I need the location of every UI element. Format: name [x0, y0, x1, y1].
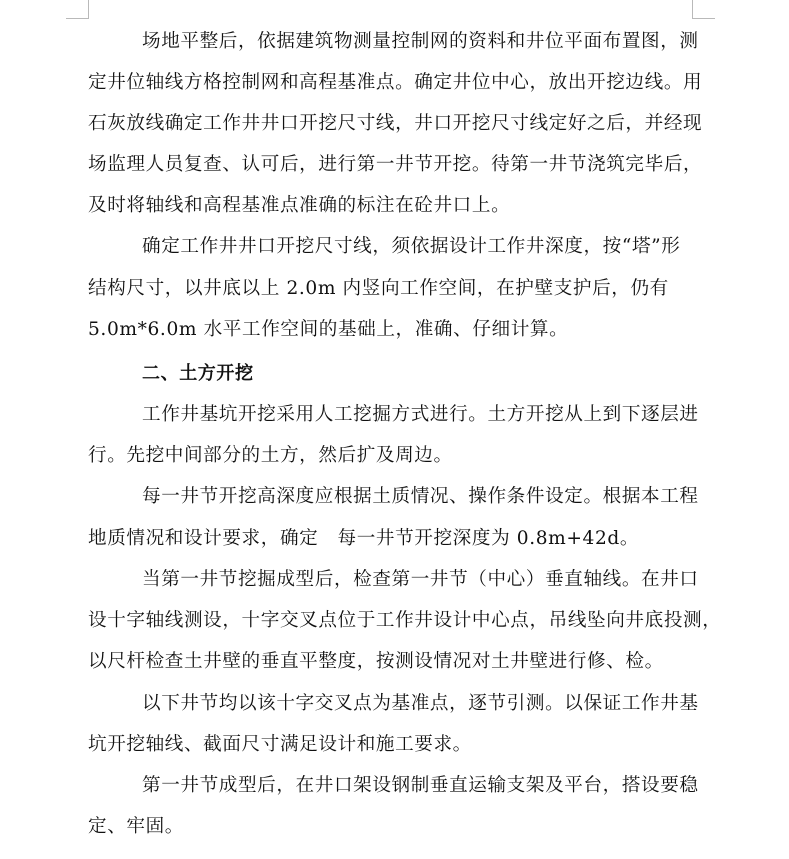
- text-line: 石灰放线确定工作井井口开挖尺寸线，井口开挖尺寸线定好之后，并经现: [88, 113, 703, 134]
- crop-mark-top-right: [692, 0, 715, 19]
- text-line: 定井位轴线方格控制网和高程基准点。确定井位中心，放出开挖边线。用: [88, 72, 703, 93]
- text-line: 工作井基坑开挖采用人工挖掘方式进行。土方开挖从上到下逐层进: [142, 404, 699, 425]
- section-heading: 二、土方开挖: [142, 363, 254, 384]
- text-line: 第一井节成型后，在井口架设钢制垂直运输支架及平台，搭设要稳: [142, 775, 699, 796]
- crop-mark-top-left: [66, 0, 89, 19]
- text-line: 确定工作井井口开挖尺寸线，须依据设计工作井深度，按“塔”形: [142, 236, 681, 257]
- text-line: 当第一井节挖掘成型后，检查第一井节（中心）垂直轴线。在井口: [142, 569, 699, 590]
- text-line: 定、牢固。: [88, 816, 184, 837]
- text-line: 结构尺寸，以井底以上 2.0m 内竖向工作空间，在护壁支护后，仍有: [88, 278, 669, 299]
- text-line: 以下井节均以该十字交叉点为基准点，逐节引测。以保证工作井基: [142, 693, 699, 714]
- text-line: 场地平整后，依据建筑物测量控制网的资料和井位平面布置图，测: [142, 31, 699, 52]
- text-line: 场监理人员复查、认可后，进行第一井节开挖。待第一井节浇筑完毕后，: [88, 154, 703, 175]
- text-line: 及时将轴线和高程基准点准确的标注在砼井口上。: [88, 195, 511, 216]
- text-line: 坑开挖轴线、截面尺寸满足设计和施工要求。: [88, 734, 472, 755]
- text-line: 每一井节开挖高深度应根据土质情况、操作条件设定。根据本工程: [142, 486, 699, 507]
- text-line: 5.0m*6.0m 水平工作空间的基础上，准确、仔细计算。: [88, 319, 569, 340]
- text-line: 地质情况和设计要求，确定 每一井节开挖深度为 0.8m+42d。: [88, 528, 640, 549]
- text-line: 设十字轴线测设，十字交叉点位于工作井设计中心点，吊线坠向井底投测，: [88, 610, 722, 631]
- text-line: 以尺杆检查土井壁的垂直平整度，按测设情况对土井壁进行修、检。: [88, 651, 664, 672]
- text-line: 行。先挖中间部分的土方，然后扩及周边。: [88, 445, 453, 466]
